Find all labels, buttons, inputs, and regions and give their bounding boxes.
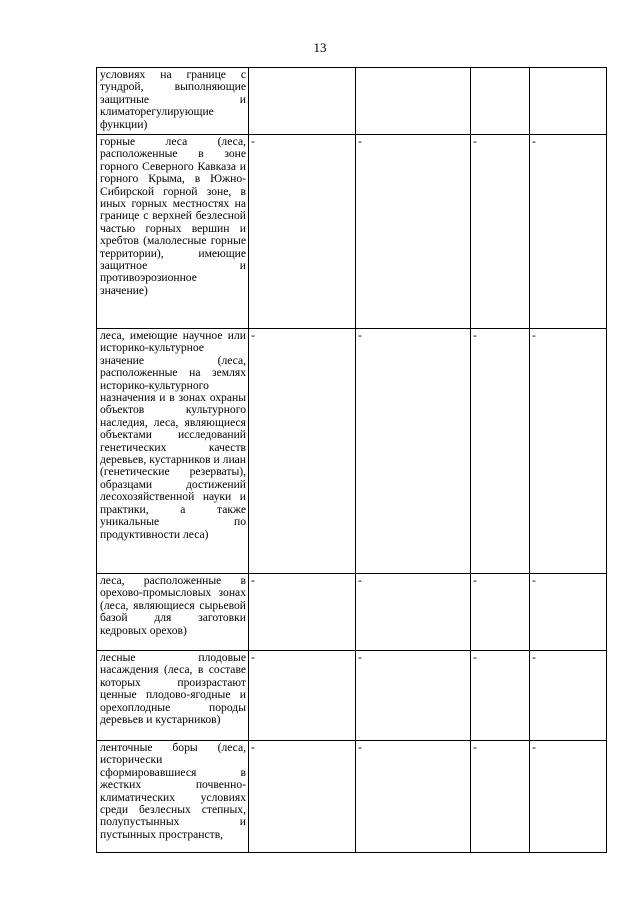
value-text: - [532,651,536,664]
value-cell [249,329,356,574]
value-cell [249,135,356,329]
value-cell [530,135,607,329]
value-cell [471,329,530,574]
value-cell [471,651,530,741]
value-cell [356,135,471,329]
value-text: - [358,329,362,342]
table-row [97,135,607,329]
category-text: лесные плодовые насаждения (леса, в составе которых произрастают ценные плодово-ягодные и орехоплодные породы деревьев и кустарников) [100,651,246,727]
value-cell [249,68,356,135]
category-cell [97,329,249,574]
value-cell [471,135,530,329]
value-text: - [532,574,536,587]
table-row [97,651,607,741]
category-cell [97,68,249,135]
value-text: - [473,329,477,342]
table-row [97,741,607,853]
category-cell [97,574,249,651]
value-cell [356,574,471,651]
value-cell [471,68,530,135]
value-text: - [358,135,362,148]
value-text: - [251,741,255,754]
value-text: - [358,741,362,754]
category-cell [97,741,249,853]
value-text [249,68,355,69]
table-row [97,329,607,574]
value-cell [249,741,356,853]
value-text: - [251,329,255,342]
value-text [356,68,470,69]
value-text: - [251,135,255,148]
value-cell [356,651,471,741]
category-text: ленточные боры (леса, исторически сформировавшиеся в жестких почвенно-климатических условиях среди безлесных степных, полупустынных и пустынных пространств, [100,741,246,841]
value-text: - [251,574,255,587]
value-cell [471,741,530,853]
value-cell [530,68,607,135]
value-cell [356,741,471,853]
page-number: 13 [313,40,327,55]
category-text: условиях на границе с тундрой, выполняющие защитные и климаторегулирующие функции) [100,68,246,131]
value-cell [249,574,356,651]
value-text: - [358,651,362,664]
value-text [471,68,529,69]
forest-category-table [96,67,607,853]
value-text: - [358,574,362,587]
value-cell [356,329,471,574]
category-text: леса, имеющие научное или историко-культурное значение (леса, расположенные на землях историко-культурного назначения и в зонах охраны объектов культурного наследия, леса, являющиеся объектами исследований генетических качеств деревьев, кустарников и лиан (генетические резерваты), образцами достижений лесохозяйственной науки и практики, а также уникальные по продуктивности леса) [100,329,246,541]
category-cell [97,651,249,741]
value-text: - [473,135,477,148]
value-cell [530,329,607,574]
category-cell [97,135,249,329]
value-cell [530,574,607,651]
table-row [97,574,607,651]
value-text [530,68,606,69]
category-text: горные леса (леса, расположенные в зоне горного Северного Кавказа и горного Крыма, в Южно-Сибирской горной зоне, в иных горных местностях на границе с верхней безлесной частью горных вершин и хребтов (малолесные горные территории), имеющие защитное и противоэрозионное значение) [100,135,246,297]
value-text: - [473,651,477,664]
value-text: - [251,651,255,664]
table-row [97,68,607,135]
value-text: - [473,574,477,587]
value-cell [356,68,471,135]
value-cell [471,574,530,651]
category-text: леса, расположенные в орехово-промысловых зонах (леса, являющиеся сырьевой базой для заготовки кедровых орехов) [100,574,246,637]
value-text: - [532,741,536,754]
value-text: - [532,329,536,342]
value-cell [530,651,607,741]
value-cell [530,741,607,853]
value-text: - [532,135,536,148]
value-text: - [473,741,477,754]
value-cell [249,651,356,741]
